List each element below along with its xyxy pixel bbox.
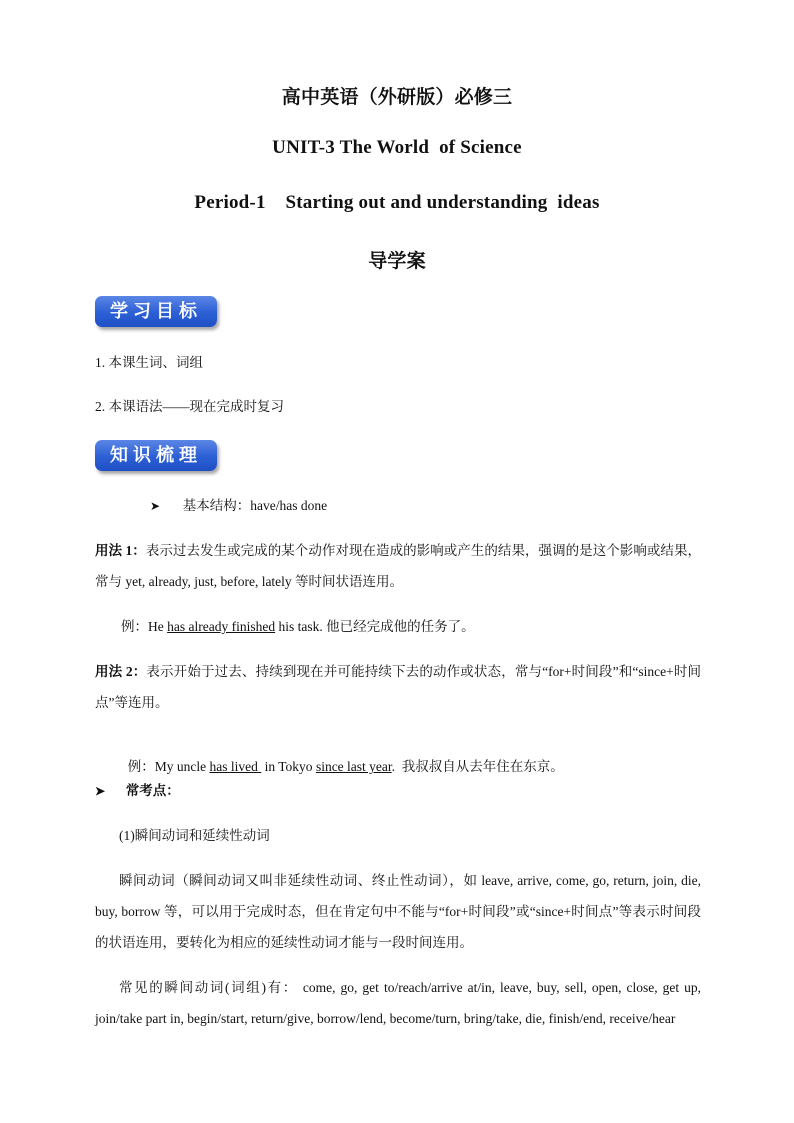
usage-2-paragraph [95,656,701,718]
usage-1-text: 表示过去发生或完成的某个动作对现在造成的影响或产生的结果，强调的是这个影响或结果，常与 yet, already, just, before, lately 等时间状语连用。 [95,543,702,589]
example-1-underlined: has already finished [167,619,276,634]
usage-2-example [121,737,731,777]
point-1-paragraph: 瞬间动词（瞬间动词又叫非延续性动词、终止性动词），如 leave, arrive, come, go, return, join, die, buy, borrow 等，可以用于完成时态，但在肯定句中不能与“for+时间段”或“since+时间点”等表示时间段的状语连用，要转化为相应的延续性动词才能与一段时间连用。 [95,873,701,950]
usage-2-text: 表示开始于过去、持续到现在并可能持续下去的动作或状态，常与“for+时间段”和“since+时间点”等连用。 [95,664,702,710]
point-1-title: (1)瞬间动词和延续性动词 [119,828,270,843]
example-2-prefix: 例：My uncle [127,759,210,774]
example-2-middle: in Tokyo [261,759,316,774]
doc-type-title: 导学案 [368,250,426,272]
point-1-verb-list: 常见的瞬间动词(词组)有： come, go, get to/reach/arrive at/in, leave, buy, sell, open, close, get up, join/take part in, begin/start, return/give, borrow/lend, become/turn, bring/take, die, finish/end, receive/hear [95,980,701,1026]
arrow-bullet-icon: ➤ [95,784,106,798]
basic-structure-line [150,496,760,516]
usage-1-label: 用法 1： [95,543,146,558]
unit-title: UNIT-3 The World of Science [272,137,522,158]
example-2-suffix: . 我叔叔自从去年住在东京。 [391,759,564,774]
example-2-underlined-time: since last year [315,759,392,774]
usage-2-label: 用法 2： [95,664,147,679]
knowledge-review-badge: 知识梳理 [95,440,217,471]
usage-1-example [121,617,731,637]
goal-item-1: 1. 本课生词、词组 [95,355,203,370]
usage-1-paragraph [95,535,701,597]
goal-item-2: 2. 本课语法——现在完成时复习 [95,399,284,414]
arrow-bullet-icon: ➤ [150,499,161,513]
example-1-suffix: his task. 他已经完成他的任务了。 [275,619,475,634]
basic-structure-text: 基本结构：have/has done [182,498,328,513]
doc-title: 高中英语（外研版）必修三 [281,86,513,108]
key-points-heading [95,781,705,801]
example-1-prefix: 例：He [121,619,168,634]
period-title: Period-1 Starting out and understanding ideas [194,192,600,213]
example-2-underlined-verb: has lived [209,759,262,774]
key-points-label: 常考点： [125,783,180,798]
learning-goals-badge: 学习目标 [95,296,217,327]
